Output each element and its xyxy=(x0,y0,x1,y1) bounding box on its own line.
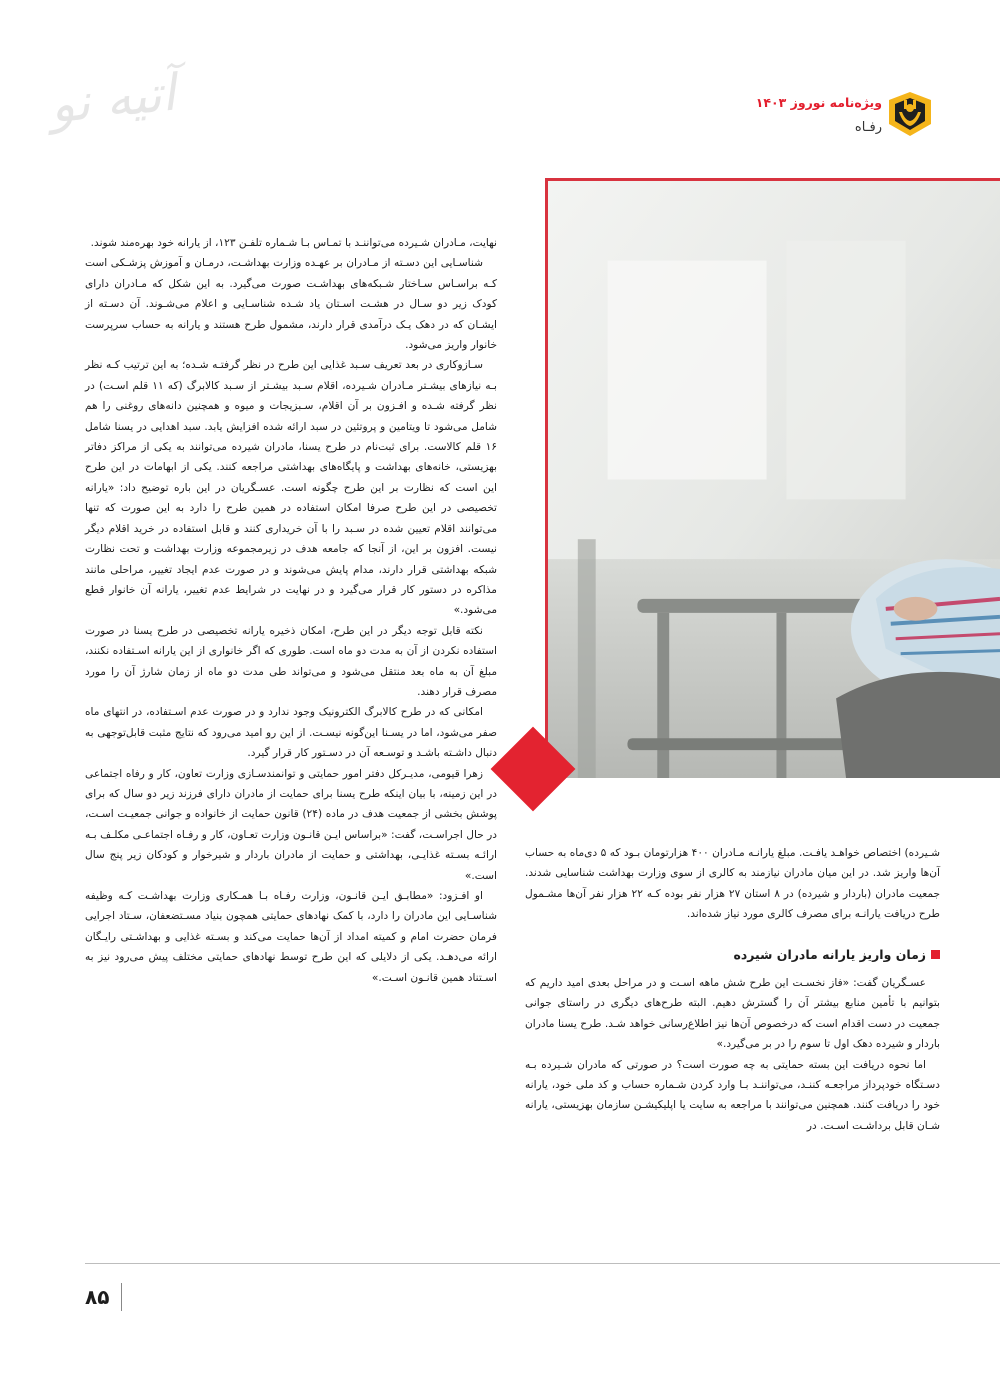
footer-divider xyxy=(85,1263,1000,1264)
paragraph: شناسـایی این دسـته از مـادران بر عهـده وزارت بهداشـت، درمـان و آموزش پزشـکی است کـه براسـاس سـاختار شـبکه‌های بهداشـت صورت می‌گیرد. به این شکل که مـادران دارای کودک زیر دو سـال در هشـت اسـتان یاد شـده شناسـایی و اعلام می‌شـوند. آن دسـته از ایشـان که در دهک یـک درآمدی قرار دارند، مشمول طرح هستند و یارانه به حساب سرپرست خانوار واریز می‌شود. xyxy=(85,257,497,352)
page-number-divider xyxy=(121,1283,122,1311)
section-label: رفـاه xyxy=(854,120,882,135)
section-heading xyxy=(525,945,940,965)
section-heading-text: زمان واریز یارانه مادران شیرده xyxy=(733,946,926,962)
magazine-logo: آتیه نو xyxy=(47,63,179,135)
mother-with-newborn-image xyxy=(548,181,1000,778)
paragraph: نهایت، مـادران شـیرده می‌تواننـد با تمـاس بـا شـماره تلفـن ۱۲۳، از یارانه خود بهره‌مند شوند. xyxy=(90,237,497,249)
paragraph: سـازوکاری در بعد تعریف سـبد غذایی این طرح در نظر گرفتـه شـده؛ به این ترتیب کـه نظر بـه نیازهای بیشـتر مـادران شـیرده، اقلام سـبد بیشـتر از سـبد کالابرگ (که ۱۱ قلم اسـت) در نظر گرفته شـده و افـزون بر آن اقلام، سـبزیجات و میوه و همچنین دانه‌های روغنی را هم شامل می‌شود تا ویتامین و پروتئین در سبد ارائه شده افزایش یابد. سبد اهدایی در یسنا شامل ۱۶ قلم کالاست. برای ثبت‌نام در طرح یسنا، مادران شیرده می‌توانند به یکی از مراکز دفاتر بهزیستی، خانه‌های بهداشت و پایگاه‌های بهداشتی مراجعه کنند. یکی از ابهامات در این طرح این است که نظارت بر این طرح چگونه است. عسـگریان در این باره توضیح داد: «یارانه تخصیصی در این طرح صرفا امکان استفاده در همین طرح را دارد به این صورت که تنها می‌توانند اقلام تعیین شده در سـبد را با آن خریداری کنند و قابل استفاده در خرید اقلام دیگر نیست. افزون بر این، از آنجا که جامعه هدف در زیرمجموعه وزارت بهداشت و تحت نظارت شبکه بهداشتی قرار دارند، مدام پایش می‌شوند و در صورت عدم ایجاد تغییر، مراحلی مانند مذاکره در دستور کار قرار می‌گیرد و در نهایت در شرایط عدم تغییر، یارانه آن خانوار قطع می‌شود.» xyxy=(85,359,497,617)
article-column-right xyxy=(525,843,940,1136)
paragraph: امکانی که در طرح کالابرگ الکترونیک وجود ندارد و در صورت عدم اسـتفاده، در انتهای ماه صفر می‌شود، اما در یسـنا این‌گونه نیسـت. از این رو امید می‌رود که نتایج مثبت قابل‌توجهی به دنبال داشـته باشـد و توسـعه آن در دسـتور کار قرار گیرد. xyxy=(85,706,497,760)
paragraph: زهرا قیومی، مدیـرکل دفتر امور حمایتی و توانمندسـازی وزارت تعاون، کار و رفاه اجتماعی در این زمینه، با بیان اینکه طرح یسنا برای حمایت از مادران دارای فرزند زیر دو سال که برای پوشش بخشی از جمعیت هدف در ماده (۲۴) قانون حمایت از خانواده و جوانی جمعیـت اسـت، در حال اجراسـت، گفت: «براساس ایـن قانـون وزارت تعـاون، کار و رفـاه اجتماعـی مکلـف بـه ارائـه بسـته غذایـی، بهداشتی و حمایت از مادران باردار و شیرخوار و کودکان زیر پنج سال است.» xyxy=(85,767,497,882)
page-number: ۸۵ xyxy=(85,1285,110,1309)
paragraph: شـیرده) اختصاص خواهـد یافـت. مبلغ یارانـه مـادران ۴۰۰ هزارتومان بـود که ۵ دی‌ماه به حساب آن‌ها واریز شد. در این میان مادران نیازمند به کالری از سوی وزارت بهداشت شناسایی شدند. جمعیت مادران (باردار و شیرده) در ۸ استان ۲۷ هزار نفر بوده کـه ۲۲ هزار نفر آن‌ها مشـمول طرح دریافت یارانـه برای مصرف کالری مورد نیاز شده‌اند. xyxy=(525,847,940,921)
welfare-hands-logo-icon xyxy=(885,90,935,138)
paragraph: اما نحوه دریافت این بسته حمایتی به چه صورت است؟ در صورتی که مادران شـیرده بـه دسـتگاه خودپرداز مراجعـه کننـد، می‌تواننـد بـا وارد کردن شـماره حساب و کد ملی خود، یارانه خود را دریافت کنند. همچنین می‌توانند با مراجعه به سایت یا اپلیکیشـن سازمان بهزیستی، یارانه شـان قابل برداشـت اسـت. در xyxy=(525,1058,940,1132)
issue-title: ویژه‌نامه نوروز ۱۴۰۳ xyxy=(755,95,882,110)
paragraph: نکته قابل توجه دیگر در این طرح، امکان ذخیره یارانه تخصیصی در طرح یسنا در صورت استفاده نکردن از آن به مدت دو ماه است. طوری که اگر خانواری از این یارانه اسـتفاده نکنند، مبلغ آن به ماه بعد منتقل می‌شود و می‌تواند طی مدت دو ماه از زمان شارژ آن را مورد مصرف قرار دهند. xyxy=(85,624,497,698)
paragraph: او افـزود: «مطابـق ایـن قانـون، وزارت رفـاه بـا همـکاری وزارت بهداشـت کـه وظیفه شناسـایی این مادران را دارد، با کمک نهادهای حمایتی همچون بنیاد مسـتضعفان، سـتاد اجرایی فرمان حضرت امام و کمیته امداد از آن‌ها حمایت می‌کند و بسـته غذایی و بهداشـتی رایـگان ارائه می‌دهـد. یکی از دلایلی که این طرح توسط نهادهای حمایتی مختلف پیش می‌رود نیز به اسـتناد همین قانـون اسـت.» xyxy=(85,890,497,984)
square-bullet-icon xyxy=(931,950,940,959)
article-column-left xyxy=(85,233,497,988)
paragraph: عسـگریان گفت: «فاز نخسـت این طرح شش ماهه اسـت و در مراحل بعدی امید داریم که بتوانیم با تأمین منابع بیشتر آن را گسترش دهیم. البته طرح‌های دیگری در راستای جوانی جمعیت در دست اقدام است که درخصوص آن‌ها نیز اطلاع‌رسانی خواهد شـد. طرح یسنا مادران باردار و شیرده دهک اول تا سوم را در بر می‌گیرد.» xyxy=(525,977,940,1051)
article-photo xyxy=(545,178,1000,778)
